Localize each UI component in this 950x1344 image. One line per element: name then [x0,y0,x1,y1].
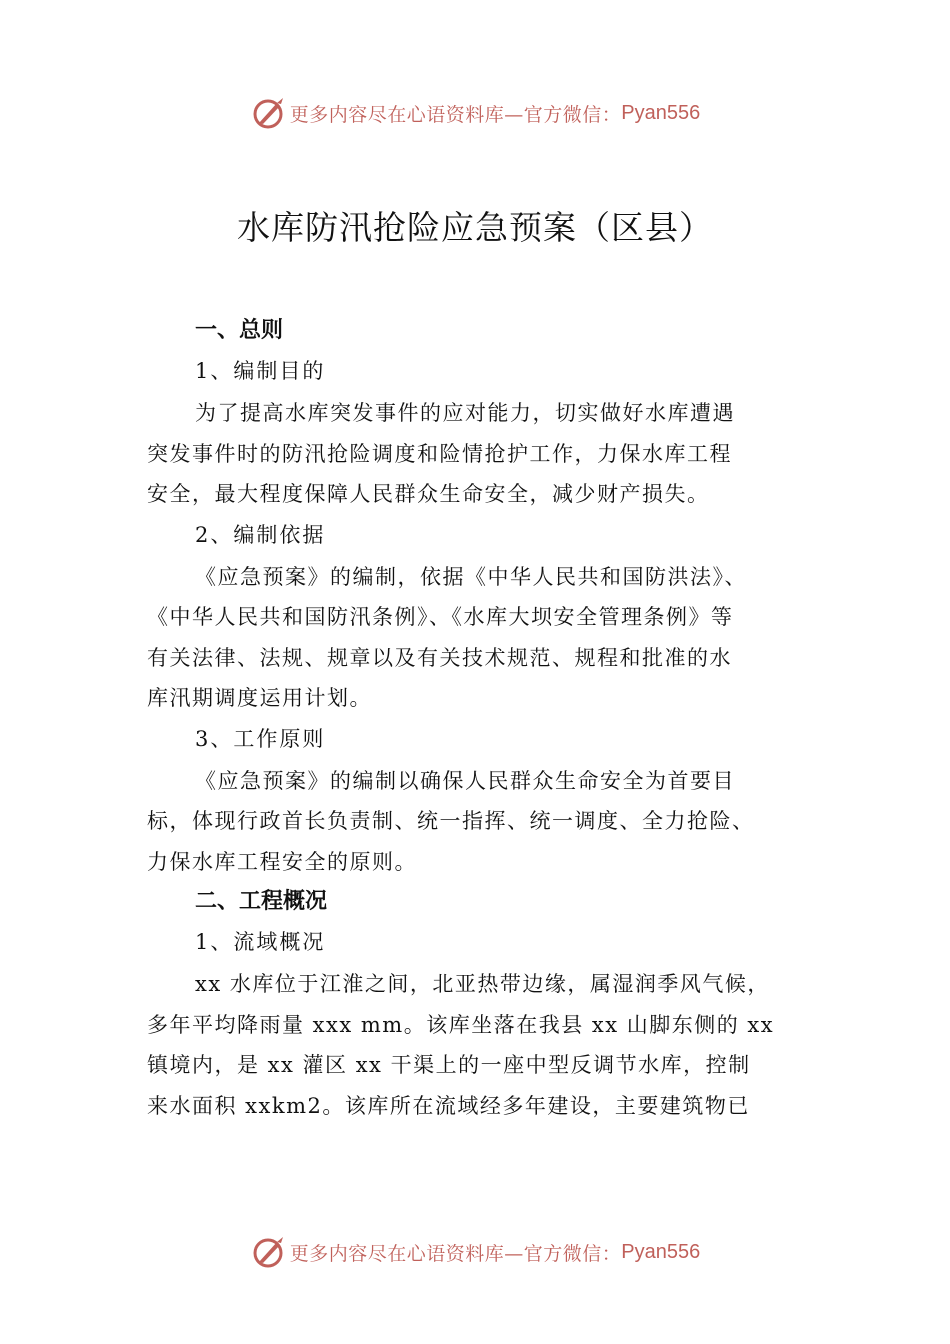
watermark-footer [0,1232,950,1272]
text-line: 为了提高水库突发事件的应对能力，切实做好水库遭遇 [195,401,735,425]
paragraph-basis [147,557,812,719]
subheading-basis: 2、编制依据 [195,522,326,547]
watermark-wechat-id: Pyan556 [621,101,701,124]
text-line: 标，体现行政首长负责制、统一指挥、统一调度、全力抢险、 [147,809,755,833]
watermark-header [0,93,950,133]
text-line: 库汛期调度运用计划。 [147,686,372,710]
subheading-purpose: 1、编制目的 [195,359,326,383]
document-title: 水库防汛抢险应急预案（区县） [237,208,713,247]
text-line: xx 水库位于江淮之间，北亚热带边缘，属湿润季风气候， [195,972,770,996]
watermark-text: 更多内容尽在心语资料库—官方微信： [289,103,622,126]
text-line: 突发事件时的防汛抢险调度和险情抢护工作，力保水库工程 [147,441,732,466]
text-line: 力保水库工程安全的原则。 [147,849,417,874]
section-heading-overview: 二、工程概况 [195,889,328,914]
text-line: 《应急预案》的编制以确保人民群众生命安全为首要目 [195,768,735,793]
text-line: 安全，最大程度保障人民群众生命安全，减少财产损失。 [147,482,710,506]
watermark-wechat-id: Pyan556 [621,1240,701,1263]
text-line: 有关法律、法规、规章以及有关技术规范、规程和批准的水 [147,645,732,670]
text-line: 来水面积 xxkm2。该库所在流域经多年建设，主要建筑物已 [147,1093,750,1118]
text-line: 《中华人民共和国防汛条例》、《水库大坝安全管理条例》等 [147,605,734,629]
subheading-basin: 1、流域概况 [195,930,326,954]
text-line: 《应急预案》的编制，依据《中华人民共和国防洪法》、 [195,564,747,589]
paragraph-principles [147,761,812,883]
quill-logo-icon [250,95,286,131]
paragraph-purpose [147,393,812,515]
section-heading-general: 一、总则 [195,318,284,343]
quill-logo-icon [250,1234,286,1270]
document-body [147,311,812,1126]
watermark-text: 更多内容尽在心语资料库—官方微信： [289,1242,622,1265]
subheading-principles: 3、工作原则 [195,726,326,751]
paragraph-basin [147,964,812,1126]
text-line: 多年平均降雨量 xxx mm。该库坐落在我县 xx 山脚东侧的 xx [147,1012,775,1037]
text-line: 镇境内，是 xx 灌区 xx 干渠上的一座中型反调节水库，控制 [147,1053,751,1077]
